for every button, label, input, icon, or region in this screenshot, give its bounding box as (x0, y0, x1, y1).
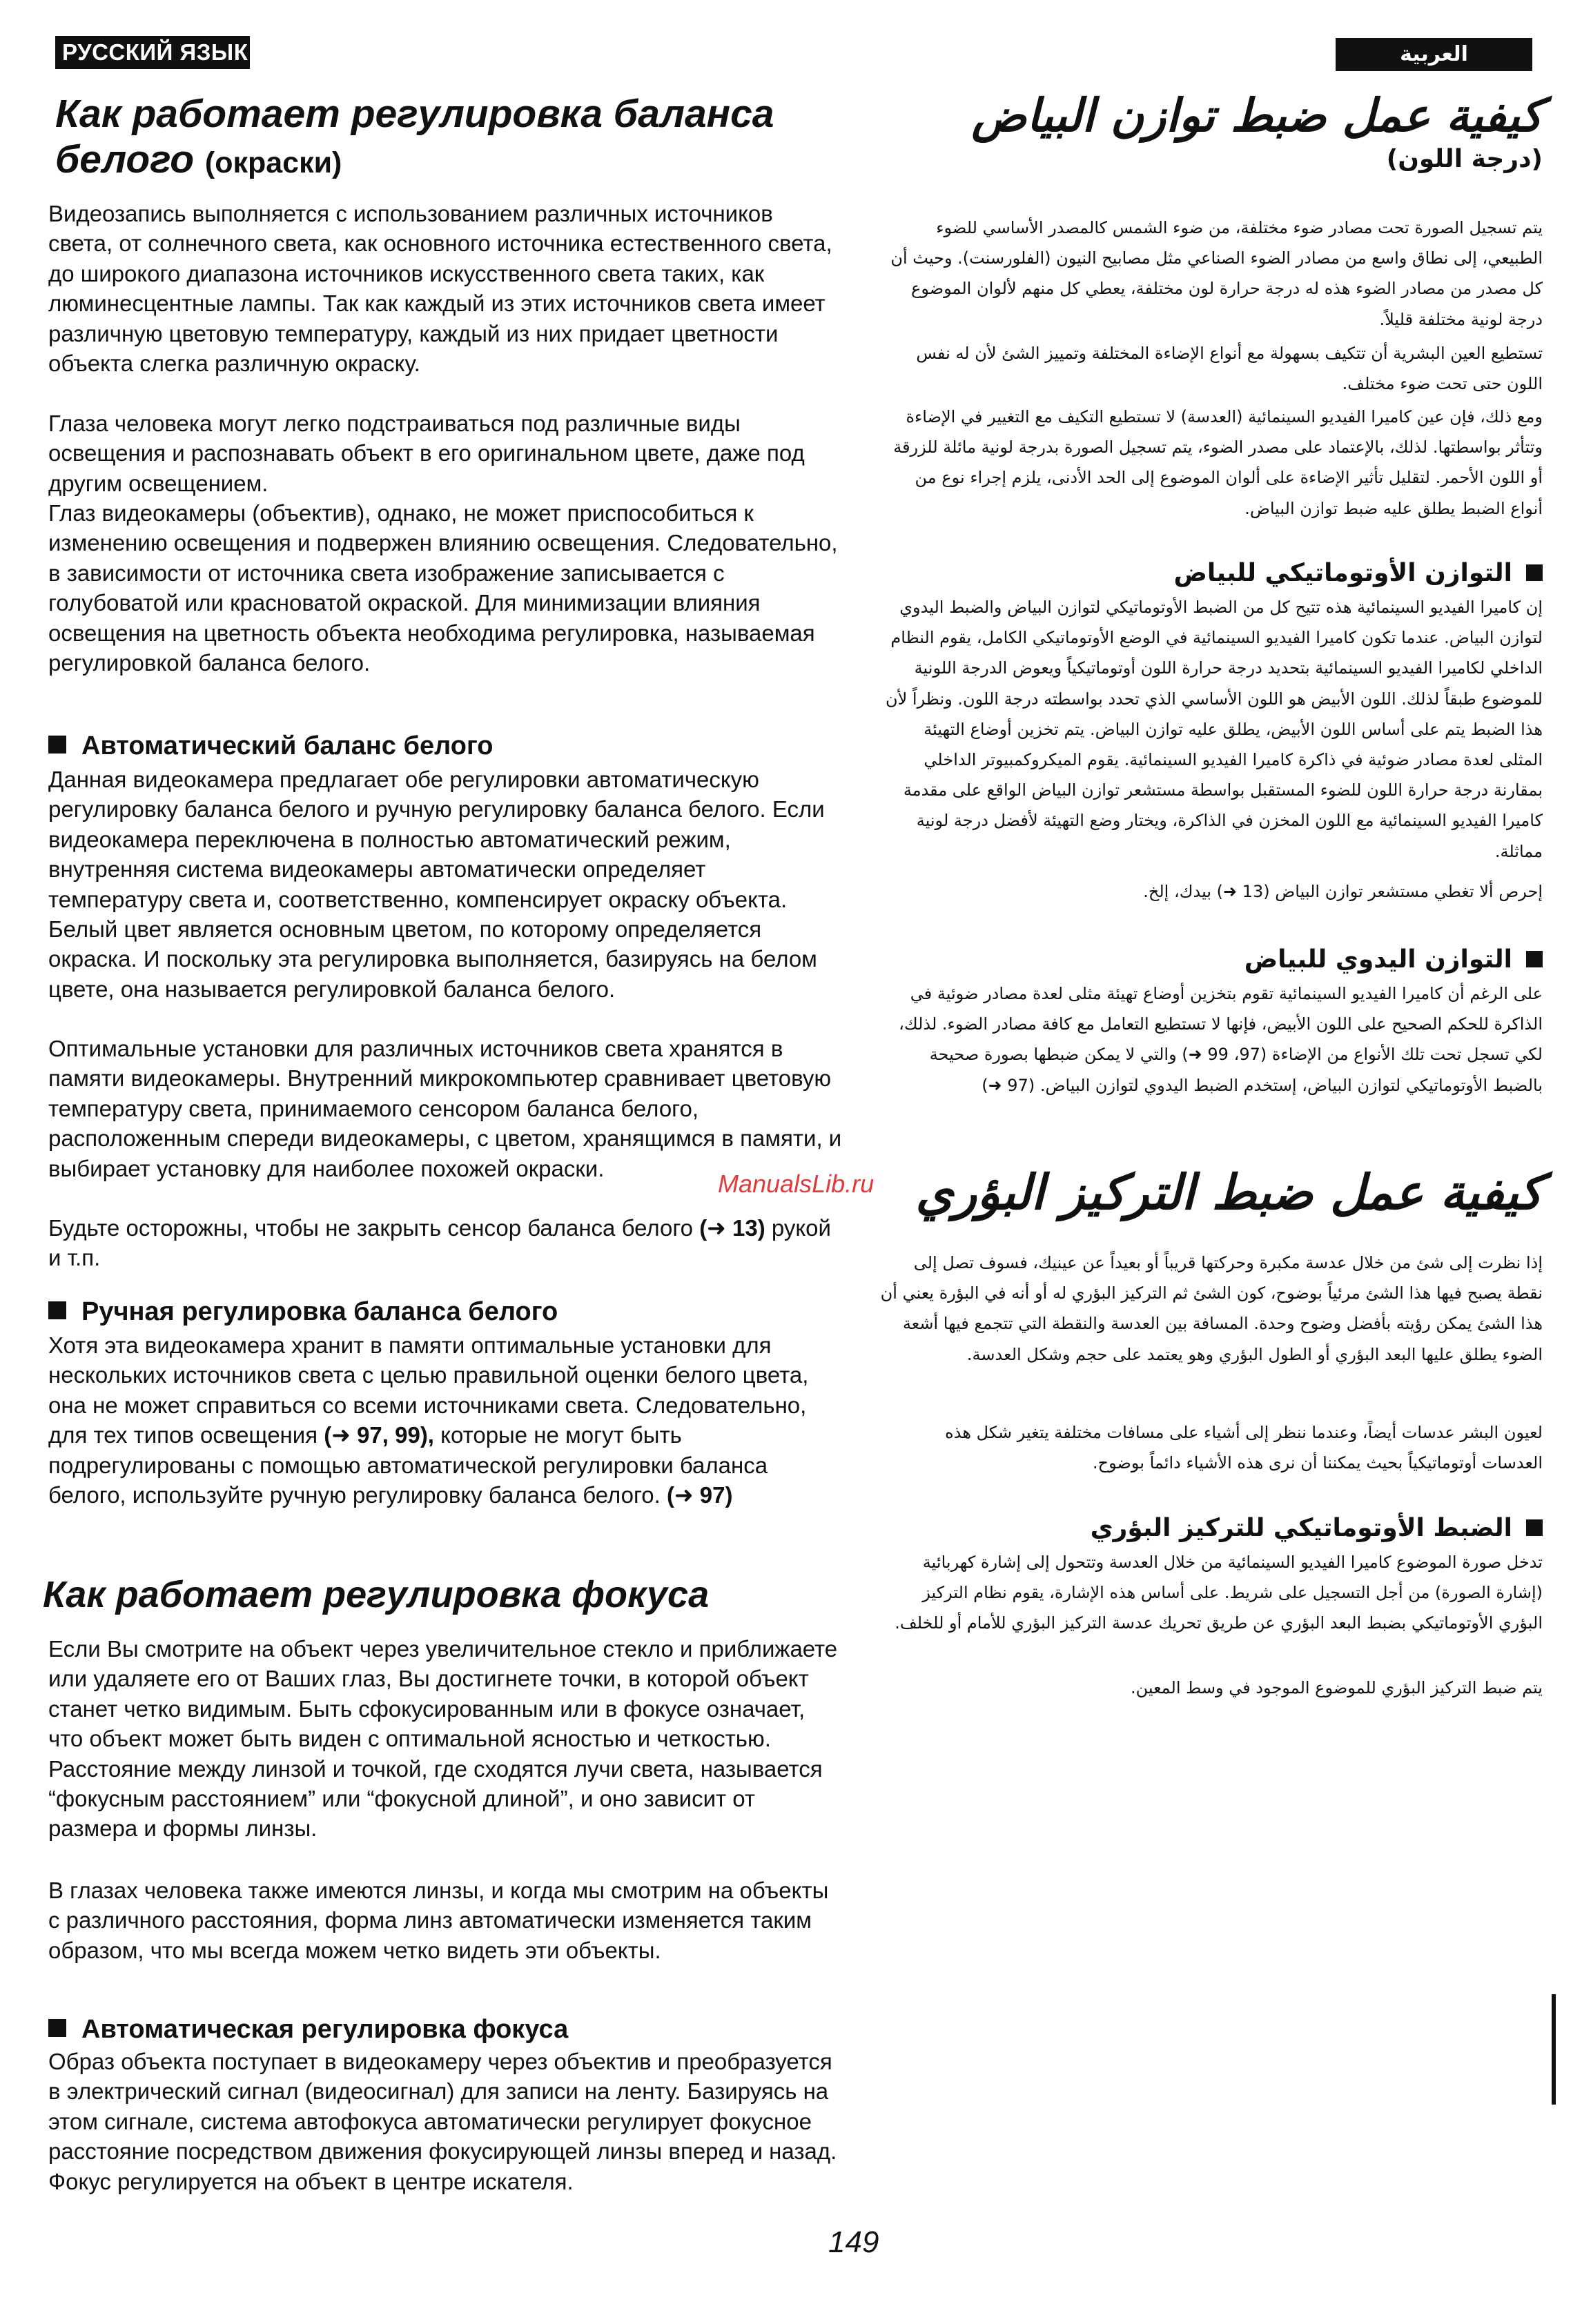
auto-white-balance-paragraph-2-arabic: إحرص ألا تغطي مستشعر توازن البياض (13 ➜) بيدك، إلخ. (1143, 882, 1543, 901)
white-balance-intro: Видеозапись выполняется с использованием различных источников света, от солнечного света, как основного источника естественного света, до широкого диапазона источников искусственного света таких, как люминесцентные лампы. Так как каждый из этих источников света имеет различную цветовую температуру, каждый из них придает цветности объекта слегка различную окраску. (48, 201, 832, 377)
page-reference: (➜ 97) (666, 1482, 733, 1508)
auto-focus-heading-text: Автоматическая регулировка фокуса (81, 2015, 569, 2044)
auto-focus-heading (48, 2013, 568, 2045)
auto-white-balance-heading (48, 730, 493, 762)
auto-focus-heading-arabic-text: الضبط الأوتوماتيكي للتركيز البؤري (1090, 1514, 1512, 1542)
manual-white-balance-paragraph-arabic: على الرغم أن كاميرا الفيديو السينمائية تقوم بتخزين أوضاع تهيئة مثلى لعدة مصادر ضوئية في الذاكرة للحكم الصحيح على اللون الأبيض، فإنها لا تستطيع التعامل مع كافة مصادر الضوء. لذلك، لكي تسجل تحت تلك الأنواع من الإضاءة (97، 99 ➜) والتي لا يمكن ضبطها بصورة صحيحة بالضبط الأوتوماتيكي لتوازن البياض، إستخدم الضبط اليدوي لتوازن البياض. (97 ➜) (899, 984, 1543, 1095)
auto-white-balance-paragraph-3 (48, 1213, 842, 1273)
square-bullet-icon (1526, 1519, 1543, 1536)
manual-white-balance-heading (48, 1296, 558, 1328)
focus-title-arabic: كيفية عمل ضبط التركيز البؤري (915, 1164, 1543, 1221)
square-bullet-icon (1526, 564, 1543, 581)
auto-white-balance-heading-text: Автоматический баланс белого (81, 731, 494, 760)
white-balance-title-text: Как работает регулировка баланса белого (55, 92, 774, 181)
margin-bar (1552, 1994, 1556, 2105)
auto-focus-heading-arabic (1091, 1513, 1543, 1544)
auto-white-balance-heading-arabic (1173, 558, 1543, 589)
focus-paragraph-2: В глазах человека также имеются линзы, и когда мы смотрим на объекты с различного расстояния, форма линз автоматически изменяется таким образом, что мы всегда можем четко видеть эти объекты. (48, 1878, 829, 1963)
manual-white-balance-heading-arabic (1244, 944, 1543, 976)
auto-white-balance-paragraph-1: Данная видеокамера предлагает обе регулировки автоматическую регулировку баланса белого и ручную регулировку баланса белого. Если видеокамера переключена в полностью автоматический режим, внутренняя система видеокамеры автоматически определяет температуру света и, соответственно, компенсирует окраску объекта. Белый цвет является основным цветом, по которому определяется окраска. И поскольку эта регулировка выполняется, базируясь на белом цвете, она называется регулировкой баланса белого. (48, 767, 825, 1002)
white-balance-subtitle: (окраски) (204, 146, 342, 179)
language-tag-russian: РУССКИЙ ЯЗЫК (55, 36, 250, 69)
page-number: 149 (828, 2225, 879, 2259)
auto-white-balance-paragraph-2: Оптимальные установки для различных источников света хранятся в памяти видеокамеры. Внутренний микрокомпьютер сравнивает цветовую температуру света, принимаемого сенсором баланса белого, расположенным спереди видеокамеры, с цветом, хранящимся в памяти, и выбирает установку для наиболее похожей окраски. (48, 1036, 842, 1181)
manual-white-balance-paragraph (48, 1330, 842, 1510)
square-bullet-icon (48, 1301, 66, 1319)
auto-focus-paragraph: Образ объекта поступает в видеокамеру через объектив и преобразуется в электрический сигнал (видеосигнал) для записи на ленту. Базируясь на этом сигнале, система автофокуса автоматически регулирует фокусное расстояние посредством движения фокусирующей линзы вперед и назад. Фокус регулируется на объект в центре искателя. (48, 2049, 837, 2194)
focus-paragraph-1-arabic: إذا نظرت إلى شئ من خلال عدسة مكبرة وحركتها قريباً أو بعيداً عن عينيك، فسوف تصل إلى نقطة يصبح فيها هذا الشئ مرئياً بوضوح، كون الشئ ثم التركيز البؤري له أو أنه في البؤرة يعني أن هذا الشئ يمكن رؤيته بأفضل وضوح وحدة. المسافة بين العدسة والنقطة التي تتجمع فيها أشعة الضوء يطلق عليها البعد البؤري أو الطول البؤري وهو يعتمد على حجم وشكل العدسة. (880, 1253, 1543, 1364)
manual-white-balance-heading-text: Ручная регулировка баланса белого (81, 1297, 558, 1326)
manual-white-balance-text: Хотя эта видеокамера хранит в памяти оптимальные установки для нескольких источников света с целью правильной оценки белого цвета, она не может справиться со всеми источниками света. Следовательно, для тех типов освещения (48, 1332, 809, 1448)
page-reference: (➜ 97, 99), (324, 1422, 434, 1448)
white-balance-title (55, 91, 849, 186)
watermark: ManualsLib.ru (718, 1170, 875, 1198)
white-balance-paragraph-2: Глаза человека могут легко подстраиваться под различные виды освещения и распознавать объект в его оригинальном цвете, даже под другим освещением. (48, 411, 805, 496)
white-balance-subtitle-arabic: (درجة اللون) (1386, 145, 1543, 173)
focus-paragraph-1: Если Вы смотрите на объект через увеличительное стекло и приближаете или удаляете его от Ваших глаз, Вы достигнете точки, в которой объект станет четко видимым. Быть сфокусированным или в фокусе означает, что объект может быть виден с оптимальной ясностью и четкостью. Расстояние между линзой и точкой, где сходятся лучи света, называется “фокусным расстоянием” или “фокусной длиной”, и оно зависит от размера и формы линзы. (48, 1636, 838, 1842)
white-balance-title-arabic: كيفية عمل ضبط توازن البياض (971, 89, 1543, 142)
white-balance-paragraph-1-arabic: يتم تسجيل الصورة تحت مصادر ضوء مختلفة، من ضوء الشمس كالمصدر الأساسي للضوء الطبيعي، إلى نطاق واسع من مصادر الضوء الصناعي مثل مصابيح النيون (الفلورسنت). وحيث أن كل مصدر من مصادر الضوء هذه له درجة حرارة لون مختلفة، يعطي كل منهم لألوان الموضوع درجة لونية مختلفة قليلاً. (890, 218, 1543, 329)
square-bullet-icon (1526, 951, 1543, 967)
auto-focus-paragraph-1-arabic: تدخل صورة الموضوع كاميرا الفيديو السينمائية من خلال العدسة وتتحول إلى إشارة كهربائية (إشارة الصورة) من أجل التسجيل على شريط. على أساس هذه الإشارة، يقوم نظام التركيز البؤري الأوتوماتيكي بضبط البعد البؤري عن طريق تحريك عدسة التركيز البؤري للأمام أو للخلف. (895, 1553, 1543, 1633)
page-reference: (➜ 13) (699, 1215, 765, 1241)
white-balance-paragraph-3: Глаз видеокамеры (объектив), однако, не может приспособиться к изменению освещения и подвержен влиянию освещения. Следовательно, в зависимости от источника света изображение записывается с голубоватой или красноватой окраской. Для минимизации влияния освещения на цветность объекта необходима регулировка, называемая регулировкой баланса белого. (48, 500, 838, 676)
auto-focus-paragraph-2-arabic: يتم ضبط التركيز البؤري للموضوع الموجود في وسط المعين. (1130, 1678, 1543, 1697)
language-tag-arabic: العربية (1336, 38, 1532, 71)
manual-white-balance-heading-arabic-text: التوازن اليدوي للبياض (1244, 945, 1512, 974)
sensor-warning-tail: рукой и т.п. (48, 1215, 831, 1271)
manual-white-balance-text-2: которые не могут быть подрегулированы с помощью автоматической регулировки баланса белого, используйте ручную регулировку баланса белого. (48, 1422, 768, 1508)
focus-title: Как работает регулировка фокуса (43, 1574, 710, 1615)
auto-white-balance-heading-arabic-text: التوازن الأوتوماتيكي للبياض (1173, 559, 1512, 587)
square-bullet-icon (48, 2019, 66, 2037)
sensor-warning-text: Будьте осторожны, чтобы не закрыть сенсор баланса белого (48, 1215, 694, 1241)
focus-paragraph-2-arabic: لعيون البشر عدسات أيضاً، وعندما ننظر إلى أشياء على مسافات مختلفة يتغير شكل هذه العدسات أوتوماتيكياً بحيث يمكننا أن نرى هذه الأشياء دائماً بوضوح. (945, 1423, 1543, 1473)
white-balance-paragraph-3-arabic: ومع ذلك، فإن عين كاميرا الفيديو السينمائية (العدسة) لا تستطيع التكيف مع التغيير في الإضاءة وتتأثر بواسطتها. لذلك، بالإعتماد على مصدر الضوء، يتم تسجيل الصورة بدرجة لونية مائلة للزرقة أو اللون الأحمر. لتقليل تأثير الإضاءة على ألوان الموضوع إلى الحد الأدنى، يلزم إجراء نوع من أنواع الضبط يطلق عليه ضبط توازن البياض. (893, 407, 1543, 518)
square-bullet-icon (48, 736, 66, 754)
white-balance-paragraph-2-arabic: تستطيع العين البشرية أن تتكيف بسهولة مع أنواع الإضاءة المختلفة وتمييز الشئ لأن له نفس اللون حتى تحت ضوء مختلف. (916, 344, 1543, 394)
auto-white-balance-paragraph-1-arabic: إن كاميرا الفيديو السينمائية هذه تتيح كل من الضبط الأوتوماتيكي لتوازن البياض والضبط اليدوي لتوازن البياض. عندما تكون كاميرا الفيديو السينمائية في الوضع الأوتوماتيكي الكامل، يقوم النظام الداخلي لكاميرا الفيديو السينمائية بتحديد درجة حرارة اللون أوتوماتيكياً ويعوض الدرجة اللونية للموضوع طبقاً لذلك. اللون الأبيض هو اللون الأساسي الذي تحدد بواسطته درجة اللون. ونظراً لأن هذا الضبط يتم على أساس اللون الأبيض، يطلق عليه توازن البياض. يتم تخزين أوضاع التهيئة المثلى لعدة مصادر ضوئية في ذاكرة كاميرا الفيديو السينمائية. يقوم الميكروكمبيوتر الداخلي بمقارنة درجة حرارة اللون للضوء المستقبل بواسطة مستشعر توازن البياض الواقع على مقدمة كاميرا الفيديو السينمائية مع اللون المخزن في الذاكرة، ويختار وضع التهيئة لأفضل درجة لونية مماثلة. (885, 598, 1543, 861)
